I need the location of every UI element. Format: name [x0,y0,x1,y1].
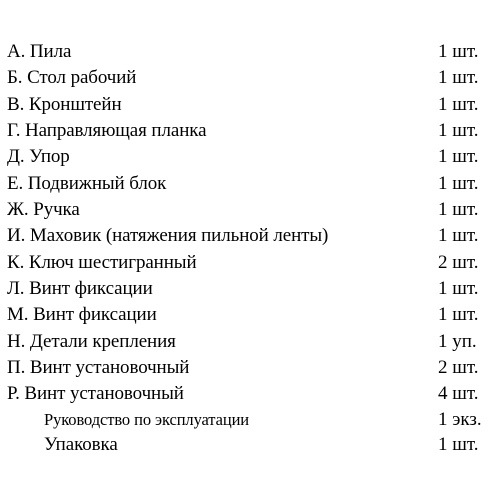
item-label: Руководство по эксплуатации [44,410,250,429]
item-label: Д. Упор [7,146,70,167]
list-item-zh [0,197,500,223]
list-item-v [0,92,500,118]
item-quantity: 1 шт. [438,94,479,115]
list-item-n [0,329,500,355]
item-label: Б. Стол рабочий [7,67,137,88]
list-item-m [0,302,500,328]
item-quantity: 1 шт. [438,120,479,141]
list-item-a [0,39,500,65]
item-label: Р. Винт установочный [7,383,184,404]
list-item-b [0,65,500,91]
item-quantity: 1 шт. [438,278,479,299]
item-quantity: 1 шт. [438,146,479,167]
item-quantity: 1 шт. [438,304,479,325]
list-item-k [0,250,500,276]
item-quantity: 1 шт. [438,41,479,62]
item-quantity: 1 шт. [438,434,479,455]
list-item-p [0,355,500,381]
item-label: М. Винт фиксации [7,304,157,325]
list-item-manual [0,407,500,433]
item-quantity: 2 шт. [438,357,479,378]
item-label: Ж. Ручка [7,199,80,220]
item-label: А. Пила [7,41,72,62]
item-quantity: 1 уп. [438,331,477,352]
item-quantity: 1 шт. [438,199,479,220]
list-item-i [0,223,500,249]
item-quantity: 1 шт. [438,225,479,246]
list-item-packaging [0,432,500,458]
item-quantity: 1 экз. [438,409,482,430]
list-item-l [0,276,500,302]
list-item-r [0,381,500,407]
item-quantity: 4 шт. [438,383,479,404]
item-quantity: 2 шт. [438,252,479,273]
item-label: К. Ключ шестигранный [7,252,197,273]
item-label: В. Кронштейн [7,94,122,115]
item-label: Е. Подвижный блок [7,173,167,194]
item-label: Л. Винт фиксации [7,278,153,299]
list-item-e [0,171,500,197]
item-label: П. Винт установочный [7,357,190,378]
item-quantity: 1 шт. [438,173,479,194]
item-label: И. Маховик (натяжения пильной ленты) [7,225,329,246]
item-label: Н. Детали крепления [7,331,176,352]
item-label: Г. Направляющая планка [7,120,207,141]
item-quantity: 1 шт. [438,67,479,88]
list-item-d [0,144,500,170]
item-label: Упаковка [44,434,118,455]
list-item-g [0,118,500,144]
